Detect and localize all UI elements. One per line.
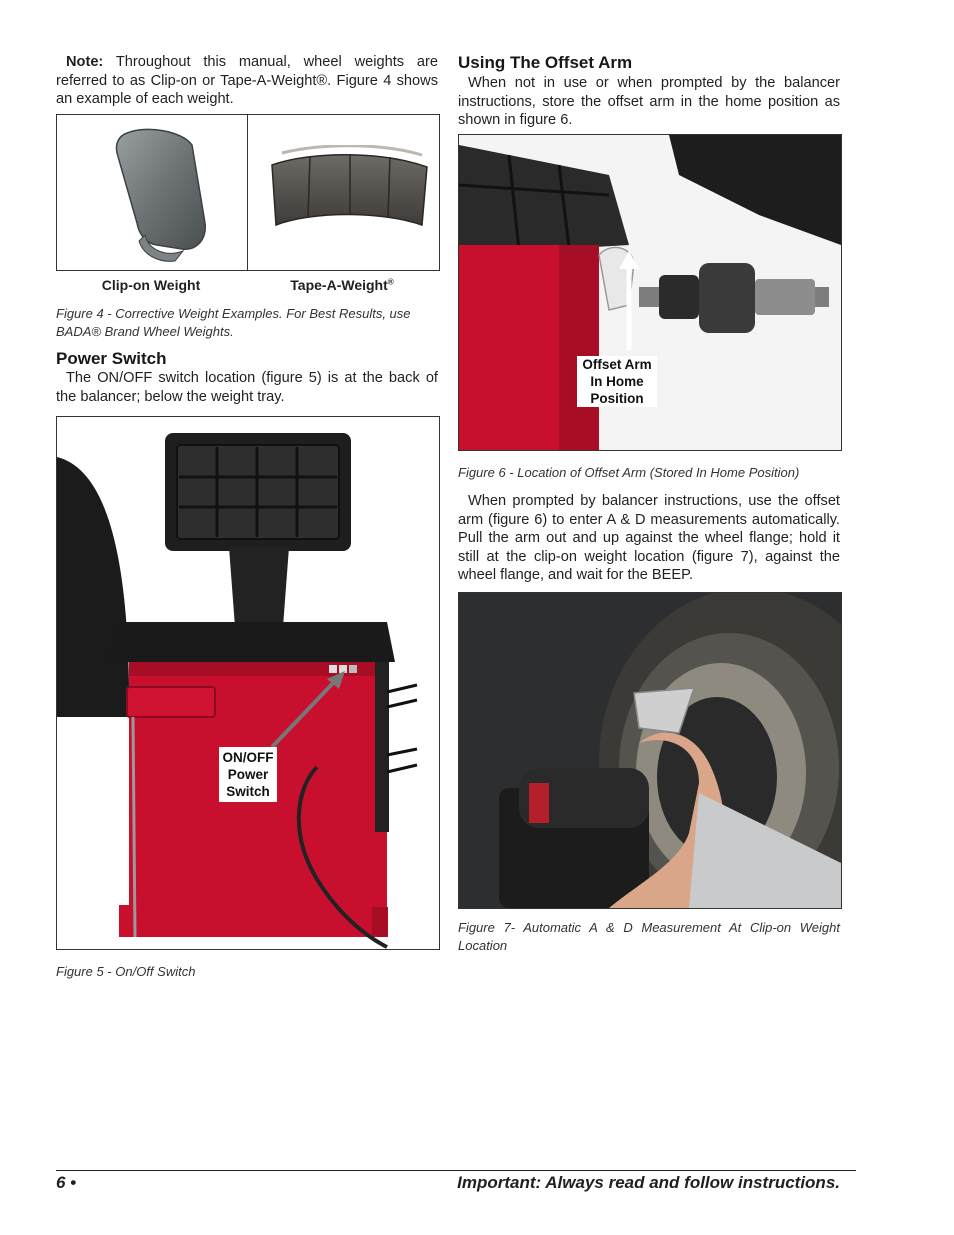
- callout-line: Switch: [226, 784, 270, 799]
- callout-line: Position: [590, 391, 644, 406]
- power-switch-heading: Power Switch: [56, 349, 167, 368]
- clip-on-weight-label: Clip-on Weight: [101, 277, 201, 293]
- figure-6-caption: Figure 6 - Location of Offset Arm (Stored In Home Position): [458, 465, 800, 480]
- offset-arm-heading: Using The Offset Arm: [458, 53, 633, 72]
- figure-6-box: [458, 134, 842, 451]
- figure-5-box: [56, 416, 440, 950]
- note-paragraph: [56, 53, 438, 109]
- note-text: Throughout this manual, wheel weights are referred to as Clip-on or Tape-A-Weight®. Figure 4 shows an example of each weight.: [56, 54, 438, 108]
- tape-a-weight-label-text: Tape-A-Weight: [290, 277, 388, 293]
- callout-line: Power: [227, 767, 269, 782]
- callout-line: In Home: [590, 374, 644, 389]
- registered-mark: ®: [387, 277, 394, 287]
- figure-5-caption: Figure 5 - On/Off Switch: [56, 964, 196, 979]
- figure-4-divider: [247, 115, 248, 270]
- power-switch-paragraph: The ON/OFF switch location (figure 5) is at the back of the balancer; below the weight tray.: [56, 370, 438, 405]
- page-number: 6 •: [56, 1173, 77, 1192]
- offset-arm-callout: [577, 356, 657, 407]
- footer-tagline: Important: Always read and follow instructions.: [457, 1173, 840, 1192]
- balancer-rear-image: [57, 417, 439, 949]
- measurement-image: [459, 593, 841, 908]
- tape-a-weight-label: [247, 277, 437, 293]
- note-label: Note:: [66, 54, 104, 70]
- on-off-switch-callout: [219, 747, 277, 802]
- offset-arm-paragraph: When not in use or when prompted by the balancer instructions, store the offset arm in the home position as shown in figure 6.: [458, 75, 840, 129]
- figure-7-caption: Figure 7- Automatic A & D Measurement At Clip-on Weight Location: [458, 920, 840, 953]
- callout-line: ON/OFF: [222, 750, 274, 765]
- figure-4-box: [56, 114, 440, 271]
- prompt-paragraph: When prompted by balancer instructions, use the offset arm (figure 6) to enter A & D measurements automatically. Pull the arm out and up against the wheel flange; hold it still at the clip-on weight location (figure 7), against the wheel flange, and wait for the BEEP.: [458, 493, 840, 584]
- tape-a-weight-image: [262, 145, 432, 240]
- callout-line: Offset Arm: [582, 357, 652, 372]
- figure-4-caption: Figure 4 - Corrective Weight Examples. For Best Results, use BADA® Brand Wheel Weights.: [56, 306, 411, 339]
- figure-7-box: [458, 592, 842, 909]
- footer-divider: [56, 1170, 856, 1171]
- clip-on-weight-image: [87, 123, 227, 263]
